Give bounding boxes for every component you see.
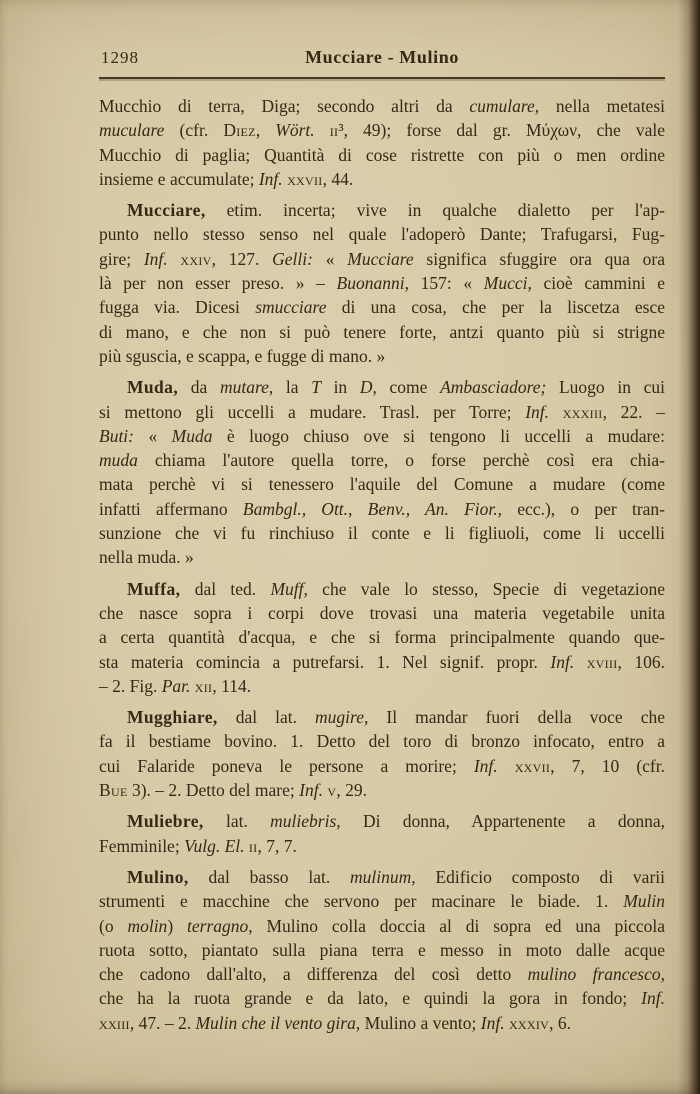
text-segment: ecc.), o per tran- <box>502 498 666 519</box>
text-segment: etim. incerta; vive in qualche dialetto per l'ap- <box>205 200 665 221</box>
text-line <box>99 865 665 889</box>
text-segment: (cfr. <box>164 120 224 141</box>
text-segment: , 7, 7. <box>257 835 297 856</box>
text-segment: , 29. <box>336 780 367 801</box>
text-segment: molin <box>127 915 168 936</box>
text-segment: Femminile; <box>99 835 185 856</box>
text-segment: Par. <box>161 675 191 696</box>
text-segment: di una cosa, che per la liscetza esce <box>326 297 665 318</box>
text-segment: cumulare, <box>469 96 540 116</box>
text-segment: cui Falaride poneva le persone a morire; <box>99 755 474 776</box>
paragraph <box>99 375 665 569</box>
text-segment: chiama l'autore quella torre, o forse perchè così era chia- <box>137 450 665 471</box>
text-segment: mulinum, <box>350 866 416 887</box>
text-line <box>99 320 665 344</box>
text-segment: « <box>312 248 348 269</box>
text-segment: , 44. <box>322 168 354 189</box>
text-segment: Mucciare <box>347 248 414 269</box>
text-line <box>99 424 665 448</box>
text-segment: Bambgl., Ott., Benv., An. Fior., <box>242 498 503 519</box>
text-segment: xxxiii <box>562 401 603 422</box>
text-segment: infatti affermano <box>99 498 243 519</box>
text-segment <box>549 402 563 422</box>
text-segment: Inf. <box>525 401 550 422</box>
text-line <box>99 625 665 649</box>
text-segment: Wört. <box>275 120 315 141</box>
text-segment: xxiii <box>99 1012 130 1033</box>
page-body <box>99 94 665 1035</box>
text-segment: dal basso lat. <box>188 866 351 887</box>
text-segment: xxxiv <box>508 1012 550 1033</box>
text-segment: , <box>255 120 276 141</box>
text-segment: , Mulino colla doccia al di sopra ed una piccola <box>248 915 665 936</box>
text-line <box>99 601 665 625</box>
paragraph <box>99 94 665 191</box>
text-line <box>99 705 665 729</box>
text-segment: , 47. – 2. <box>129 1012 196 1033</box>
text-line <box>99 674 665 698</box>
text-segment: nella muda. » <box>99 547 194 568</box>
headword: Mugghiare, <box>127 707 218 728</box>
text-segment: T <box>311 377 321 398</box>
running-title: Mucciare - Mulino <box>305 47 459 67</box>
text-segment: Muff, <box>270 578 308 599</box>
text-segment: xii <box>194 675 213 696</box>
text-segment: Mulin che il vento gira <box>195 1012 356 1033</box>
text-segment <box>498 756 515 776</box>
text-line <box>99 118 665 142</box>
text-line <box>99 295 665 319</box>
text-segment: , Mulino a vento; <box>355 1012 481 1033</box>
text-line <box>99 986 665 1010</box>
text-segment: Il mandar fuori della voce che <box>368 707 665 728</box>
text-line <box>99 521 665 545</box>
text-segment: mugire, <box>315 707 369 728</box>
text-column <box>99 46 665 1035</box>
text-segment: Inf. <box>299 780 323 801</box>
text-line <box>99 400 665 424</box>
text-segment: , 22. – <box>602 401 666 422</box>
text-segment: strumenti e macchine che servono per macinare le biade. 1. <box>99 891 624 912</box>
text-segment: che cadono dall'alto, a differenza del così detto <box>99 964 528 985</box>
paragraph <box>99 865 665 1035</box>
page-header <box>99 46 665 73</box>
text-segment: fa il bestiame bovino. 1. Detto del toro di bronzo infocato, entro a <box>99 731 665 752</box>
text-segment: da <box>178 377 220 398</box>
paragraph <box>99 809 665 858</box>
text-segment: , 6. <box>549 1012 572 1033</box>
text-segment: mata perchè vi si tenessero l'aquile del Comune a mudare (come <box>99 474 665 495</box>
text-line <box>99 962 665 986</box>
text-segment: « <box>134 425 172 446</box>
text-segment: Inf. <box>641 988 665 1009</box>
text-line <box>99 344 665 368</box>
text-segment: xxvii <box>514 755 551 776</box>
text-segment: fugga via. Dicesi <box>99 297 256 318</box>
paragraph <box>99 705 665 802</box>
text-line <box>99 938 665 962</box>
text-segment: smucciare <box>255 297 327 318</box>
text-line <box>99 448 665 472</box>
text-segment: ii <box>329 120 339 141</box>
text-line <box>99 472 665 496</box>
paragraph <box>99 198 665 368</box>
text-segment: Inf. <box>473 755 498 776</box>
text-segment: Buti: <box>99 425 134 446</box>
text-segment: – 2. Fig. <box>99 675 162 696</box>
text-segment: là per non esser preso. » – <box>99 273 337 294</box>
text-segment: Edificio composto di varii <box>415 866 666 887</box>
text-segment: a certa quantità d'acqua, e che si forma principalmente quando que- <box>99 627 665 648</box>
text-segment: Inf. <box>258 168 283 189</box>
text-segment: insieme e accumulate; <box>99 168 259 189</box>
text-segment: 3). – 2. Detto del mare; <box>127 780 300 801</box>
text-line <box>99 375 665 399</box>
text-segment: , 157: « <box>404 273 484 294</box>
text-segment <box>315 120 330 140</box>
text-line <box>99 809 665 833</box>
text-line <box>99 94 665 118</box>
text-segment: v <box>327 780 337 801</box>
text-segment: ³, 49); forse dal gr. Μύχων, che vale <box>338 120 665 141</box>
text-line <box>99 889 665 913</box>
text-segment: terragno <box>187 915 249 936</box>
text-segment: mutare <box>219 377 269 398</box>
text-segment: Buonanni <box>336 273 405 294</box>
headword: Muda, <box>127 377 179 398</box>
text-segment: gire; <box>99 248 144 269</box>
text-segment: Muda <box>171 425 213 446</box>
text-segment: muda <box>99 450 138 471</box>
text-line <box>99 834 665 858</box>
paragraph <box>99 577 665 698</box>
text-line <box>99 778 665 802</box>
header-rule <box>99 77 665 79</box>
text-line <box>99 545 665 569</box>
text-segment: ruota sotto, piantato sulla piana terra e messo in moto dalle acque <box>99 939 665 960</box>
text-line <box>99 198 665 222</box>
text-line <box>99 914 665 938</box>
headword: Mucciare, <box>127 200 206 221</box>
text-segment: di mano, e che non si può tenere forte, antzi quanto più si strigne <box>99 321 665 342</box>
text-segment: dal ted. <box>180 578 271 599</box>
headword: Mulino, <box>127 866 189 887</box>
text-segment: xxvii <box>287 168 323 189</box>
text-segment: D <box>359 377 373 398</box>
text-line <box>99 167 665 191</box>
headword: Muffa, <box>127 578 181 599</box>
text-segment: Gelli: <box>272 248 313 269</box>
text-line <box>99 650 665 674</box>
text-segment: Mucchio di terra, Diga; secondo altri da <box>99 96 470 116</box>
text-segment: sunzione che vi fu rinchiuso il conte e li figliuoli, come li uccelli <box>99 523 665 544</box>
text-segment: Inf. <box>480 1012 505 1033</box>
text-line <box>99 271 665 295</box>
text-segment: Diez <box>223 120 256 141</box>
text-segment: muculare <box>99 120 165 141</box>
text-segment: che vale lo stesso, Specie di vegetazione <box>307 578 665 599</box>
text-line <box>99 729 665 753</box>
text-segment: in <box>320 377 360 398</box>
text-segment: che nasce sopra i corpi dove trovasi una materia vegetabile unita <box>99 602 665 623</box>
text-segment: , cioè cammini e <box>527 273 665 294</box>
text-segment: Mucchio di paglia; Quantità di cose ristrette con più o men ordine <box>99 144 665 165</box>
text-segment: mulino francesco, <box>527 964 665 985</box>
text-segment: si mettono gli uccelli a mudare. Trasl. per Torre; <box>99 401 526 422</box>
text-segment: , 127. <box>211 248 273 269</box>
text-segment: ii <box>248 835 258 856</box>
text-line <box>99 577 665 601</box>
text-segment: xviii <box>586 651 618 672</box>
text-segment: , 106. <box>617 651 665 672</box>
text-segment: , 7, 10 (cfr. <box>550 755 665 776</box>
text-segment: Di donna, Appartenente a donna, <box>340 811 665 832</box>
text-segment: , la <box>268 377 312 398</box>
headword: Muliebre, <box>127 811 204 832</box>
text-segment <box>168 249 181 269</box>
text-segment: xxiv <box>180 248 212 269</box>
text-segment: che ha la ruota grande e da lato, e quindi la gora in fondo; <box>99 988 642 1009</box>
text-segment: nella metatesi <box>539 96 665 116</box>
text-segment: (o <box>99 915 128 936</box>
text-line <box>99 497 665 521</box>
text-segment: Bue <box>99 780 128 801</box>
text-segment: Inf. <box>143 248 168 269</box>
text-segment: Mulin <box>623 891 665 912</box>
text-segment: Vulg. El. <box>184 835 245 856</box>
text-segment: punto nello stesso senso nel quale l'adoperò Dante; Trafugarsi, Fug- <box>99 224 665 245</box>
text-segment: Inf. <box>550 651 575 672</box>
text-segment: , 114. <box>212 675 252 696</box>
text-segment: sta materia comincia a putrefarsi. 1. Nel signif. propr. <box>99 651 551 672</box>
text-segment <box>574 652 586 672</box>
text-line <box>99 1011 665 1035</box>
text-segment: ) <box>167 915 187 936</box>
text-segment: Mucci <box>483 273 528 294</box>
text-segment: è luogo chiuso ove si tengono li uccelli a mudare: <box>212 425 666 446</box>
text-line <box>99 222 665 246</box>
text-line <box>99 143 665 167</box>
text-segment: , come <box>372 377 441 398</box>
text-segment: Ambasciadore; <box>440 377 547 398</box>
text-segment: lat. <box>203 811 271 832</box>
text-line <box>99 247 665 271</box>
text-segment: più sguscia, e scappa, e fugge di mano. » <box>99 345 386 366</box>
text-segment: Luogo in cui <box>546 377 665 398</box>
text-segment: muliebris, <box>270 811 341 832</box>
text-segment: dal lat. <box>217 707 316 728</box>
text-segment: significa sfuggire ora qua ora <box>413 248 666 269</box>
text-line <box>99 754 665 778</box>
page-number: 1298 <box>101 48 139 67</box>
